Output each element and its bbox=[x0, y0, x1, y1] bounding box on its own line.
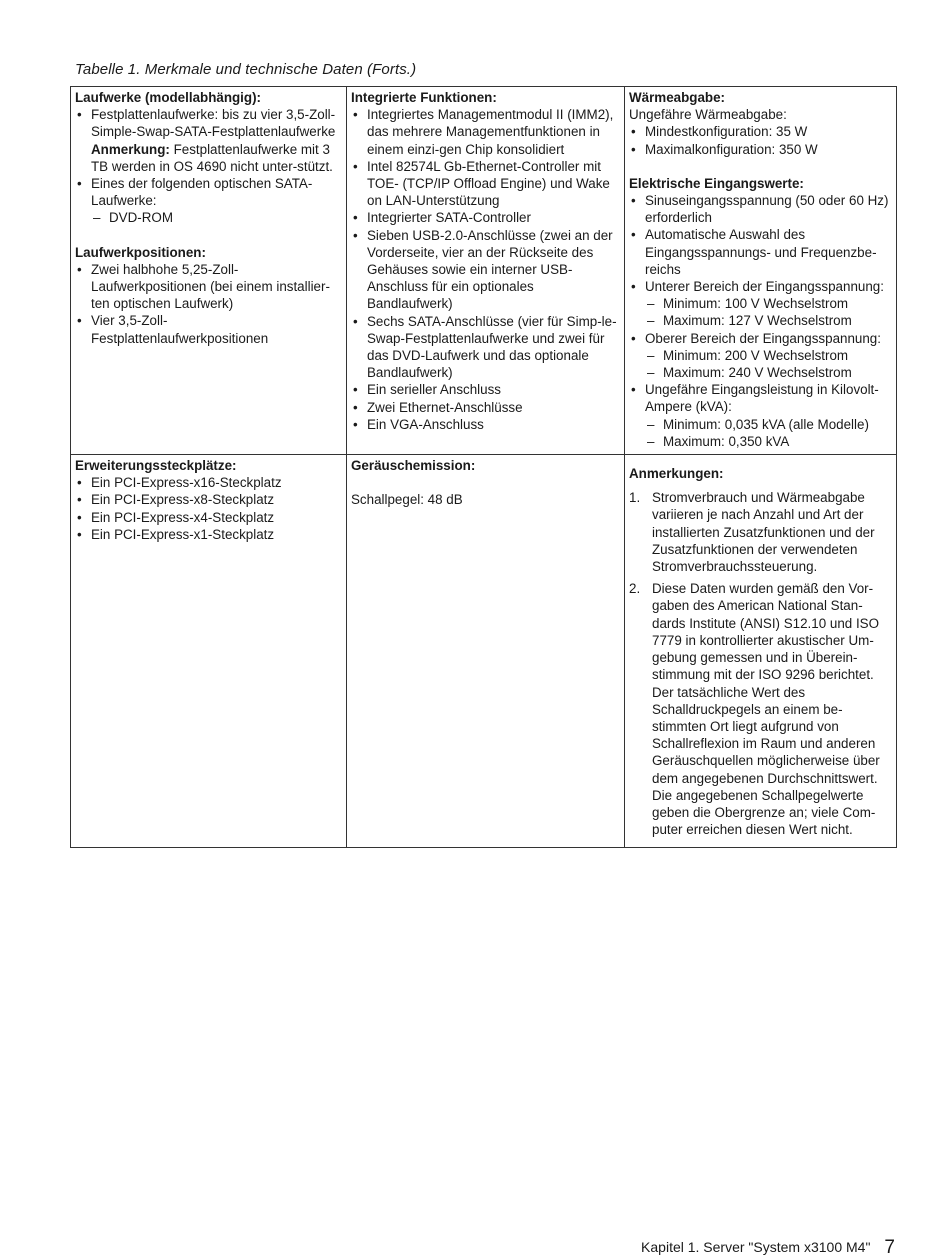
list-item: • Intel 82574L Gb-Ethernet-Controller mit TOE- (TCP/IP Offload Engine) und Wake on LAN-Unterstützung bbox=[351, 158, 620, 210]
notes-cell bbox=[625, 455, 897, 848]
list-item: – Maximum: 0,350 kVA bbox=[645, 433, 892, 450]
list-item bbox=[75, 175, 342, 227]
kva-text: Ungefähre Eingangsleistung in Kilovolt-Ampere (kVA): bbox=[645, 382, 879, 415]
slots-list bbox=[75, 474, 342, 543]
list-item: • Integriertes Managementmodul II (IMM2), das mehrere Managementfunktionen in einem einzi-gen Chip konsolidiert bbox=[351, 106, 620, 158]
notes-list bbox=[629, 489, 892, 838]
table-caption: Tabelle 1. Merkmale und technische Daten (Forts.) bbox=[75, 61, 417, 78]
bays-title: Laufwerkpositionen: bbox=[75, 244, 206, 260]
list-item: – Minimum: 200 V Wechselstrom bbox=[645, 347, 892, 364]
optical-text: Eines der folgenden optischen SATA-Laufwerke: bbox=[91, 176, 313, 209]
drives-list bbox=[75, 106, 342, 226]
power-cell bbox=[625, 87, 897, 455]
list-item: • Sieben USB-2.0-Anschlüsse (zwei an der Vorderseite, vier an der Rückseite des Gehäuses sowie ein interner USB-Anschluss für ein optionales Bandlaufwerk) bbox=[351, 227, 620, 313]
list-item: • Ein serieller Anschluss bbox=[351, 381, 620, 398]
notes-title: Anmerkungen: bbox=[629, 466, 724, 482]
note-number: 1. bbox=[629, 490, 641, 506]
note-number: 2. bbox=[629, 581, 641, 597]
hdd-text: Festplattenlaufwerke: bis zu vier 3,5-Zoll-Simple-Swap-SATA-Festplattenlaufwerke bbox=[91, 107, 336, 140]
noise-title: Geräuschemission: bbox=[351, 458, 476, 474]
note-text: Festplattenlaufwerke mit 3 TB werden in OS 4690 nicht unter-stützt. bbox=[91, 141, 333, 174]
lower-range-text: Unterer Bereich der Eingangsspannung: bbox=[645, 279, 884, 295]
heat-intro: Ungefähre Wärmeabgabe: bbox=[629, 107, 787, 123]
list-item: – Maximum: 240 V Wechselstrom bbox=[645, 364, 892, 381]
optical-sublist bbox=[91, 209, 342, 226]
upper-range-sublist bbox=[645, 347, 892, 381]
note-text: Stromverbrauch und Wärmeabgabe variieren je nach Anzahl und Art der installierten Zusatzfunktionen und der Zusatzfunktionen der verwendeten Stromverbrauchssteuerung. bbox=[652, 490, 875, 575]
electrical-list bbox=[629, 192, 892, 450]
list-item: • Sechs SATA-Anschlüsse (vier für Simp-le-Swap-Festplattenlaufwerke und zwei für das DVD-Laufwerk und das optionale Bandlaufwerk) bbox=[351, 313, 620, 382]
slots-title: Erweiterungssteckplätze: bbox=[75, 458, 237, 474]
page-number: 7 bbox=[884, 1237, 895, 1258]
slots-cell bbox=[71, 455, 347, 848]
upper-range-text: Oberer Bereich der Eingangsspannung: bbox=[645, 330, 881, 346]
list-item: • Vier 3,5-Zoll-Festplattenlaufwerkpositionen bbox=[75, 312, 342, 346]
list-item bbox=[629, 330, 892, 382]
list-item: • Integrierter SATA-Controller bbox=[351, 209, 620, 226]
list-item bbox=[629, 278, 892, 330]
electrical-title: Elektrische Eingangswerte: bbox=[629, 175, 804, 191]
list-item: – Maximum: 127 V Wechselstrom bbox=[645, 312, 892, 329]
kva-sublist bbox=[645, 416, 892, 450]
list-item: – DVD-ROM bbox=[91, 209, 342, 226]
list-item: • Ein VGA-Anschluss bbox=[351, 416, 620, 433]
chapter-title: Kapitel 1. Server "System x3100 M4" bbox=[641, 1239, 871, 1255]
integrated-title: Integrierte Funktionen: bbox=[351, 90, 497, 105]
heat-title: Wärmeabgabe: bbox=[629, 90, 725, 105]
note-label: Anmerkung: bbox=[91, 141, 170, 157]
drives-cell bbox=[71, 87, 347, 455]
list-item: • Ein PCI-Express-x16-Steckplatz bbox=[75, 474, 342, 491]
list-item: – Minimum: 100 V Wechselstrom bbox=[645, 295, 892, 312]
noise-level: Schallpegel: 48 dB bbox=[351, 492, 463, 508]
list-item bbox=[75, 106, 342, 175]
note-text: Diese Daten wurden gemäß den Vor-gaben des American National Stan-dards Institute (ANSI) S12.10 und ISO 7779 in kontrollierter akustischer Um-gebung gemessen und in Überein-stimmung mit der ISO 9296 berichtet. Der tatsächliche Wert des Schalldruckpegels an einem be-stimmten Ort liegt aufgrund von Schallreflexion im Raum und anderen Geräuschquellen möglicherweise über dem angegebenen Durchschnittswert. Die angegebenen Schallpegelwerte geben die Obergrenze an; viele Com-puter erreichen diesen Wert nicht. bbox=[652, 581, 880, 838]
list-item: – Minimum: 0,035 kVA (alle Modelle) bbox=[645, 416, 892, 433]
list-item: • Ein PCI-Express-x1-Steckplatz bbox=[75, 526, 342, 543]
lower-range-sublist bbox=[645, 295, 892, 329]
list-item: • Mindestkonfiguration: 35 W bbox=[629, 123, 892, 140]
integrated-list bbox=[351, 106, 620, 433]
list-item: • Sinuseingangsspannung (50 oder 60 Hz) erforderlich bbox=[629, 192, 892, 226]
list-item bbox=[629, 580, 892, 838]
drives-title: Laufwerke (modellabhängig): bbox=[75, 90, 261, 105]
bays-list bbox=[75, 261, 342, 347]
page-footer bbox=[641, 1236, 895, 1258]
table-row bbox=[71, 87, 897, 455]
list-item bbox=[629, 381, 892, 450]
list-item: • Automatische Auswahl des Eingangsspannungs- und Frequenzbe-reichs bbox=[629, 226, 892, 278]
table-row bbox=[71, 455, 897, 848]
list-item: • Zwei Ethernet-Anschlüsse bbox=[351, 399, 620, 416]
list-item bbox=[629, 489, 892, 575]
list-item: • Zwei halbhohe 5,25-Zoll-Laufwerkpositionen (bei einem installier-ten optischen Laufwerk) bbox=[75, 261, 342, 313]
list-item: • Ein PCI-Express-x8-Steckplatz bbox=[75, 491, 342, 508]
list-item: • Maximalkonfiguration: 350 W bbox=[629, 141, 892, 158]
list-item: • Ein PCI-Express-x4-Steckplatz bbox=[75, 509, 342, 526]
spec-table bbox=[70, 86, 897, 848]
integrated-cell bbox=[347, 87, 625, 455]
heat-list bbox=[629, 123, 892, 157]
noise-cell bbox=[347, 455, 625, 848]
